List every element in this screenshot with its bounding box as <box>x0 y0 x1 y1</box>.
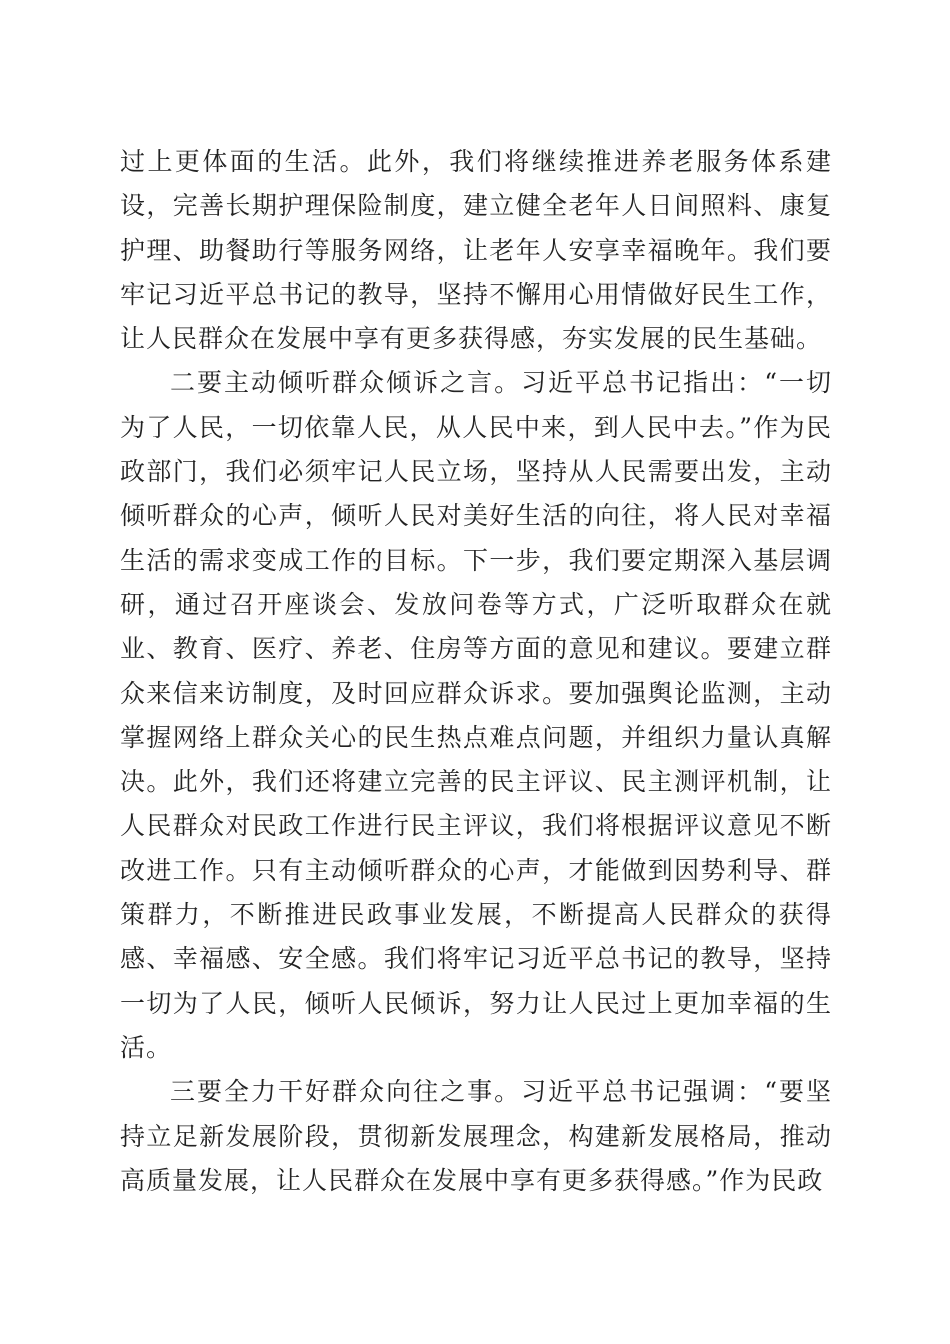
paragraph-listen-to-masses: 二要主动倾听群众倾诉之言。习近平总书记指出：“一切为了人民，一切依靠人民，从人民中来，到人民中去。”作为民政部门，我们必须牢记人民立场，坚持从人民需要出发，主动倾听群众的心声，倾听人民对美好生活的向往，将人民对幸福生活的需求变成工作的目标。下一步，我们要定期深入基层调研，通过召开座谈会、发放问卷等方式，广泛听取群众在就业、教育、医疗、养老、住房等方面的意见和建议。要建立群众来信来访制度，及时回应群众诉求。要加强舆论监测，主动掌握网络上群众关心的民生热点难点问题，并组织力量认真解决。此外，我们还将建立完善的民主评议、民主测评机制，让人民群众对民政工作进行民主评议，我们将根据评议意见不断改进工作。只有主动倾听群众的心声，才能做到因势利导、群策群力，不断推进民政事业发展，不断提高人民群众的获得感、幸福感、安全感。我们将牢记习近平总书记的教导，坚持一切为了人民，倾听人民倾诉，努力让人民过上更加幸福的生活。 <box>120 368 832 1062</box>
paragraph-continuation: 过上更体面的生活。此外，我们将继续推进养老服务体系建设，完善长期护理保险制度，建立健全老年人日间照料、康复护理、助餐助行等服务网络，让老年人安享幸福晚年。我们要牢记习近平总书记的教导，坚持不懈用心用情做好民生工作，让人民群众在发展中享有更多获得感，夯实发展的民生基础。 <box>120 147 832 354</box>
document-body <box>120 140 832 1203</box>
paragraph-do-well-for-masses: 三要全力干好群众向往之事。习近平总书记强调：“要坚持立足新发展阶段，贯彻新发展理念，构建新发展格局，推动高质量发展，让人民群众在发展中享有更多获得感。”作为民政 <box>120 1077 832 1195</box>
